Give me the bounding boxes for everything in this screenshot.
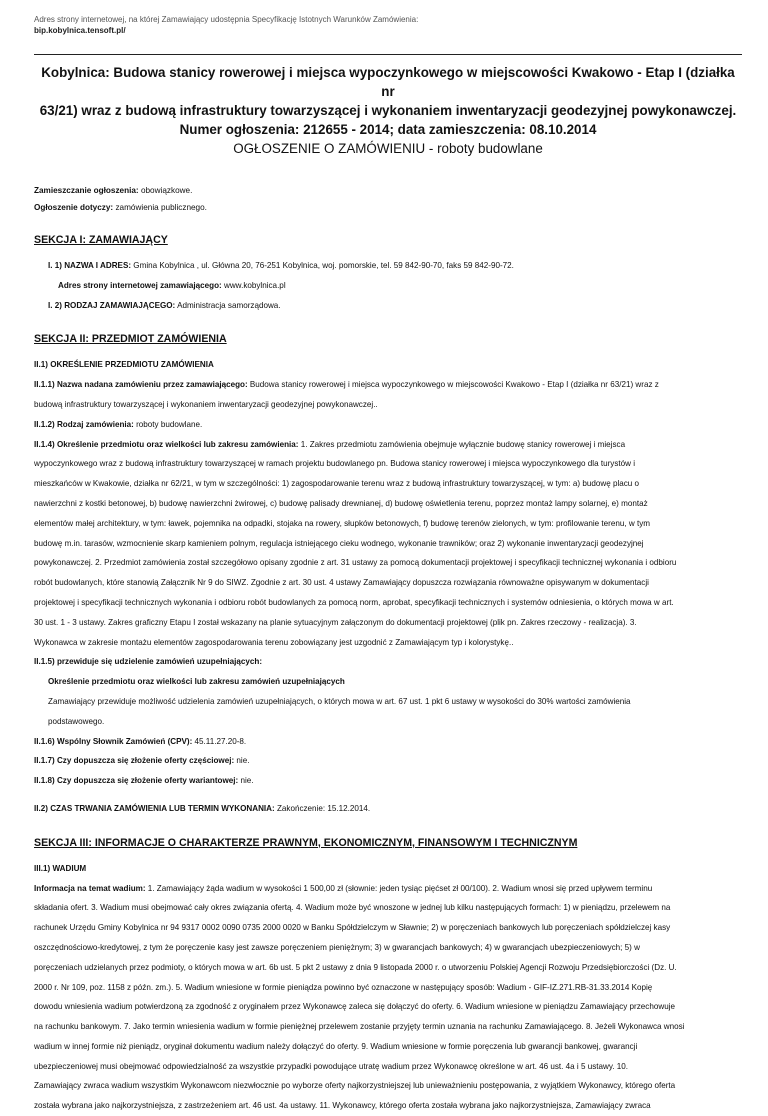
- section-2-heading: SEKCJA II: PRZEDMIOT ZAMÓWIENIA: [34, 333, 227, 346]
- source-url[interactable]: bip.kobylnica.tensoft.pl/: [34, 26, 126, 35]
- zamawiajacy-website[interactable]: www.kobylnica.pl: [223, 280, 286, 290]
- source-header: [34, 14, 742, 36]
- document-page: Adres strony internetowej, na której Zamawiający udostępnia Specyfikację Istotnych Warunków Zamówienia: bip.kobylnica.tensoft.pl/ Kobylnica: Budowa stanicy rowerowej i miejsca wypoczynkowego w miejscowości Kwakowo - Etap I (działka nr 63/21) wraz z budową infrastruktury towarzyszącej i wykonaniem inwentaryzacji geodezyjnej powykonawczej. Numer ogłoszenia: 212655 - 2014; data zamieszczenia: 08.10.2014 OGŁOSZENIE O ZAMÓWIENIU - roboty budowlane Zamieszczanie ogłoszenia: obowiązkowe. Ogłoszenie dotyczy: zamówienia publicznego. SEKCJA I: ZAMAWIAJĄCY I. 1) NAZWA I ADRES: Gmina Kobylnica , ul. Główna 20, 76-251 Kobylnica, woj. pomorskie, tel. 59 842-90-70, faks 59 842-90-72. Adres strony internetowej zamawiającego: www.kobylnica.pl I. 2) RODZAJ ZAMAWIAJĄCEGO: Administracja samorządowa. SEKCJA II: PRZEDMIOT ZAMÓWIENIA II.1) OKREŚLENIE PRZEDMIOTU ZAMÓWIENIA II.1.1) Nazwa nadana zamówieniu przez zamawiającego: Budowa stanicy rowerowej i miejsca wypoczynkowego w miejscowości Kwakowo - Etap I (działka nr 63/21) wraz z budową infrastruktury towarzyszącej i wykonaniem inwentaryzacji geodezyjnej powykonawczej.. II.1.2) Rodzaj zamówienia: roboty budowlane. II.1.4) Określenie przedmiotu oraz wielkości lub zakresu zamówienia: 1. Zakres przedmiotu zamówienia obejmuje wyłącznie budowę stanicy rowerowej i miejsca wypoczynkowego wraz z budową infrastruktury towarzyszącej w ramach projektu budowlanego pn. Budowa stanicy rowerowej i miejsca wypoczynkowego dla turystów i mieszkańców w Kwakowie, działka nr 62/21, w tym w szczególności: 1) zagospodarowanie terenu wraz z budową infrastruktury towarzyszącej, w tym: a) budowę placu o nawierzchni z kostki betonowej, b) budowę nawierzchni żwirowej, c) budowę palisady drewnianej, d) budowę oświetlenia terenu, poprzez montaż lampy solarnej, e) montaż elementów małej architektury, w tym: ławek, pojemnika na odpadki, stojaka na rowery, słupków betonowych, f) budowę terenów zielonych, w tym: profilowanie terenu, w tym budowę m.in. tarasów, wzmocnienie skarp kamieniem polnym, regulacja istniejącego cieku wodnego, wykonanie trawników; oraz 2) wykonanie inwentaryzacji geodezyjnej powykonawczej. 2. Przedmiot zamówienia został szczegółowo opisany zgodnie z art. 31 ustawy za pomocą dokumentacji projektowej i specyfikacji technicznej wykonania i odbioru robót budowlanych, które stanowią Załącznik Nr 9 do SIWZ. Zgodnie z art. 30 ust. 4 ustawy Zamawiający dopuszcza rozwiązania równoważne opisywanym w dokumentacji projektowej i specyfikacji technicznych wykonania i odbioru robót budowlanych za pomocą norm, aprobat, specyfikacji technicznych i systemów odniesienia, o których mowa w art. 30 ust. 1 - 3 ustawy. Zakres graficzny Etapu I został wskazany na planie sytuacyjnym załączonym do dokumentacji projektowej (plik pn. Zakres rzeczowy - realizacja). 3. Wykonawca w zakresie montażu elementów zagospodarowania terenu zobowiązany jest uzgodnić z Zamawiającym typ i kolorystykę.. II.1.5) przewiduje się udzielenie zamówień uzupełniających: Określenie przedmiotu oraz wielkości lub zakresu zamówień uzupełniających Zamawiający przewiduje możliwość udzielenia zamówień uzupełniających, o których mowa w art. 67 ust. 1 pkt 6 ustawy w wysokości do 30% wartości zamówienia podstawowego. II.1.6) Wspólny Słownik Zamówień (CPV): 45.11.27.20-8. II.1.7) Czy dopuszcza się złożenie oferty częściowej: nie. II.1.8) Czy dopuszcza się złożenie oferty wariantowej: nie. II.2) CZAS TRWANIA ZAMÓWIENIA LUB TERMIN WYKONANIA: Zakończenie: 15.12.2014. SEKCJA III: INFORMACJE O CHARAKTERZE PRAWNYM, EKONOMICZNYM, FINANSOWYM I TECHNICZNYM III.1) WADIUM Informacja na temat wadium: 1. Zamawiający żąda wadium w wysokości 1 500,00 zł (słownie: jeden tysiąc pięćset zł 00/100). 2. Wadium wnosi się przed upływem terminu składania ofert. 3. Wadium musi obejmować cały okres związania ofertą. 4. Wadium może być wnoszone w jednej lub kilku następujących formach: 1) w pieniądzu, przelewem na rachunek Urzędu Gminy Kobylnica nr 94 9317 0002 0090 0735 2000 0020 w Banku Spółdzielczym w Sławnie; 2) w poręczeniach bankowych lub poręczeniach spółdzielczej kasy oszczędnościowo-kredytowej, z tym że poręczenie kasy jest zawsze poręczeniem pieniężnym; 3) w gwarancjach bankowych; 4) w gwarancjach ubezpieczeniowych; 5) w poręczeniach udzielanych przez podmioty, o których mowa w art. 6b ust. 5 pkt 2 ustawy z dnia 9 listopada 2000 r. o utworzeniu Polskiej Agencji Rozwoju Przedsiębiorczości (Dz. U. 2000 r. Nr 109, poz. 1158 z późn. zm.). 5. Wadium wniesione w formie pieniądza powinno być oznaczone w następujący sposób: Wadium - GIF-IZ.271.RB-31.33.2014 Kopię dowodu wniesienia wadium potwierdzoną za zgodność z oryginałem przez Wykonawcę zaleca się dołączyć do oferty. 6. Wadium wniesione w pieniądzu Zamawiający przechowuje na rachunku bankowym. 7. Jako termin wniesienia wadium w formie pieniężnej przelewem zostanie przyjęty termin uznania na rachunku Zamawiającego. 8. Jeżeli Wykonawca wnosi wadium w innej formie niż pieniądz, oryginał dokumentu wadium należy dołączyć do oferty. 9. Wadium wniesione w formie poręczenia lub gwarancji bankowej, gwarancji ubezpieczeniowej musi obejmować odpowiedzialność za wszystkie przypadki powodujące utratę wadium przez Wykonawcę określone w art. 46 ust. 4a i 5 ustawy. 10. Zamawiający zwraca wadium wszystkim Wykonawcom niezwłocznie po wyborze oferty najkorzystniejszej lub unieważnieniu postępowania, z wyjątkiem Wykonawcy, którego oferta została wybrana jako najkorzystniejsza, z zastrzeżeniem art. 46 ust. 4a ustawy. 11. Wykonawcy, którego oferta została wybrana jako najkorzystniejsza, Zamawiający zwraca: [0, 0, 768, 994]
- section-1-heading: SEKCJA I: ZAMAWIAJĄCY: [34, 234, 168, 246]
- meta-block: Zamieszczanie ogłoszenia: obowiązkowe. Ogłoszenie dotyczy: zamówienia publicznego.: [34, 186, 207, 212]
- notice-number: Numer ogłoszenia: 212655 - 2014; data zamieszczenia: 08.10.2014: [179, 122, 597, 137]
- section-3-heading: SEKCJA III: INFORMACJE O CHARAKTERZE PRAWNYM, EKONOMICZNYM, FINANSOWYM I TECHNICZNYM: [34, 836, 578, 849]
- notice-title: Kobylnica: Budowa stanicy rowerowej i miejsca wypoczynkowego w miejscowości Kwakowo - Etap I (działka nr 63/21) wraz z budową infrastruktury towarzyszącej i wykonaniem inwentaryzacji geodezyjnej powykonawczej. Numer ogłoszenia: 212655 - 2014; data zamieszczenia: 08.10.2014: [34, 63, 742, 139]
- header-divider: [34, 54, 742, 55]
- notice-type: OGŁOSZENIE O ZAMÓWIENIU - roboty budowlane: [233, 141, 543, 156]
- source-note: Adres strony internetowej, na której Zamawiający udostępnia Specyfikację Istotnych Warunków Zamówienia:: [34, 15, 419, 24]
